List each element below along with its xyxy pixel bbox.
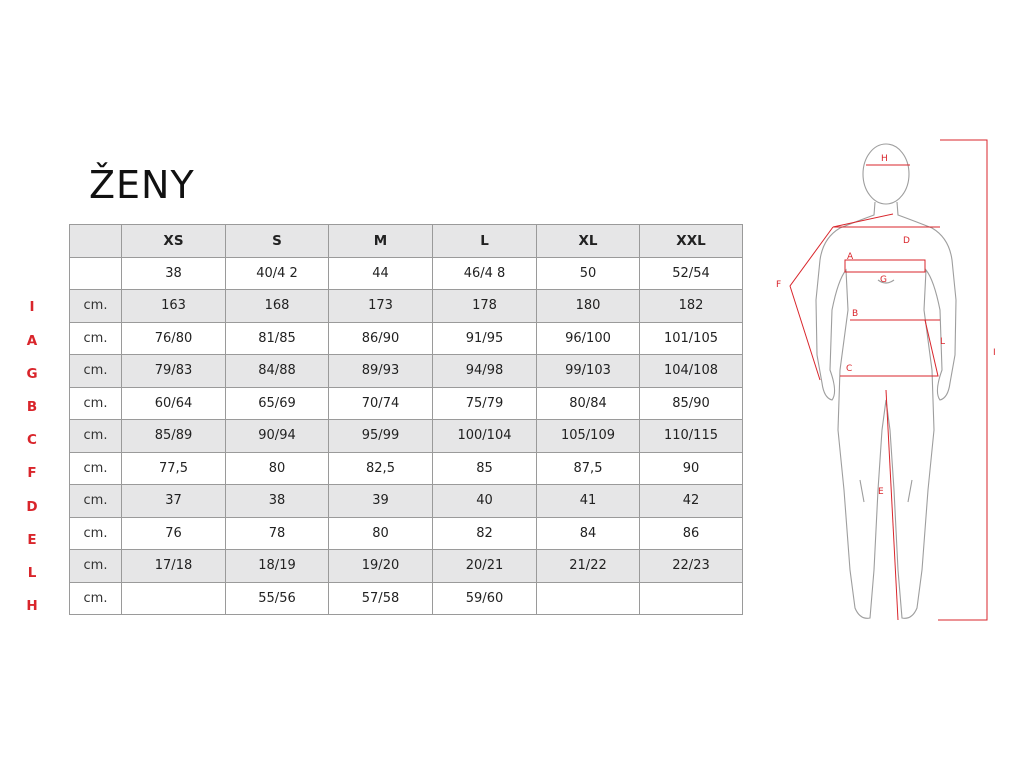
row-letter: E [27,531,37,548]
unit-cell: cm. [70,355,122,388]
value-cell: 86 [640,517,743,550]
value-cell [640,582,743,615]
label-L: L [940,337,946,347]
value-cell: 84/88 [226,355,329,388]
value-cell: 60/64 [122,387,226,420]
eu-size-cell: 52/54 [640,257,743,290]
size-header-cell: S [226,225,329,258]
value-cell: 76/80 [122,322,226,355]
value-cell: 81/85 [226,322,329,355]
header-row [70,225,743,258]
table-row [70,355,743,388]
value-cell: 80/84 [537,387,640,420]
value-cell: 89/93 [329,355,433,388]
value-cell: 55/56 [226,582,329,615]
measurement-lines [790,140,987,620]
body-measurement-figure [760,130,1010,630]
value-cell: 42 [640,485,743,518]
value-cell: 37 [122,485,226,518]
value-cell: 90 [640,452,743,485]
value-cell: 85 [433,452,537,485]
value-cell: 75/79 [433,387,537,420]
table-row [70,387,743,420]
value-cell: 100/104 [433,420,537,453]
value-cell: 163 [122,290,226,323]
row-letter: D [26,498,38,515]
size-chart-table [69,224,743,615]
size-header-cell: XXL [640,225,743,258]
value-cell: 82 [433,517,537,550]
value-cell: 104/108 [640,355,743,388]
value-cell: 80 [329,517,433,550]
value-cell: 168 [226,290,329,323]
value-cell: 96/100 [537,322,640,355]
value-cell: 79/83 [122,355,226,388]
label-B: B [852,309,859,319]
value-cell: 40 [433,485,537,518]
row-letter: L [27,565,37,581]
value-cell: 84 [537,517,640,550]
value-cell: 94/98 [433,355,537,388]
table-row [70,582,743,615]
value-cell: 86/90 [329,322,433,355]
unit-cell: cm. [70,485,122,518]
measurement-labels [776,154,996,497]
value-cell: 65/69 [226,387,329,420]
value-cell: 76 [122,517,226,550]
eu-size-cell: 50 [537,257,640,290]
eu-size-cell: 44 [329,257,433,290]
eu-size-row [70,257,743,290]
label-F: F [776,280,782,290]
value-cell [537,582,640,615]
size-header-cell: L [433,225,537,258]
row-letter: B [26,399,38,415]
value-cell: 85/90 [640,387,743,420]
row-letter: I [29,299,35,316]
label-A: A [847,252,854,262]
value-cell: 101/105 [640,322,743,355]
eu-size-cell: 38 [122,257,226,290]
label-I: I [993,348,996,358]
size-header-cell: XL [537,225,640,258]
size-header-cell: M [329,225,433,258]
unit-cell: cm. [70,582,122,615]
unit-cell: cm. [70,420,122,453]
value-cell: 18/19 [226,550,329,583]
value-cell: 19/20 [329,550,433,583]
value-cell: 178 [433,290,537,323]
value-cell: 90/94 [226,420,329,453]
value-cell: 77,5 [122,452,226,485]
table-row [70,517,743,550]
unit-cell: cm. [70,517,122,550]
value-cell: 105/109 [537,420,640,453]
header-corner-cell [70,225,122,258]
value-cell: 20/21 [433,550,537,583]
label-D: D [903,236,910,246]
eu-size-cell: 40/4 2 [226,257,329,290]
value-cell [122,582,226,615]
unit-cell: cm. [70,387,122,420]
label-E: E [878,487,884,497]
value-cell: 180 [537,290,640,323]
table-row [70,550,743,583]
eu-size-cell: 46/4 8 [433,257,537,290]
value-cell: 87,5 [537,452,640,485]
table-row [70,322,743,355]
value-cell: 41 [537,485,640,518]
value-cell: 182 [640,290,743,323]
table-row [70,290,743,323]
value-cell: 78 [226,517,329,550]
unit-cell: cm. [70,452,122,485]
value-cell: 17/18 [122,550,226,583]
row-letter: H [26,598,38,615]
value-cell: 59/60 [433,582,537,615]
size-header-cell: XS [122,225,226,258]
label-H: H [881,154,888,164]
value-cell: 22/23 [640,550,743,583]
row-letter: A [26,332,38,349]
value-cell: 80 [226,452,329,485]
unit-cell: cm. [70,322,122,355]
value-cell: 39 [329,485,433,518]
value-cell: 173 [329,290,433,323]
row-letter: F [27,465,37,482]
value-cell: 99/103 [537,355,640,388]
label-C: C [846,364,853,374]
unit-cell: cm. [70,550,122,583]
value-cell: 91/95 [433,322,537,355]
value-cell: 38 [226,485,329,518]
value-cell: 85/89 [122,420,226,453]
table-row [70,420,743,453]
value-cell: 21/22 [537,550,640,583]
value-cell: 57/58 [329,582,433,615]
value-cell: 82,5 [329,452,433,485]
empty-cell [70,257,122,290]
value-cell: 95/99 [329,420,433,453]
value-cell: 110/115 [640,420,743,453]
page-title: ŽENY [89,163,195,207]
table-row [70,452,743,485]
unit-cell: cm. [70,290,122,323]
table-row [70,485,743,518]
value-cell: 70/74 [329,387,433,420]
label-G: G [880,275,887,285]
row-letter: G [26,365,38,382]
row-letter: C [27,432,37,449]
